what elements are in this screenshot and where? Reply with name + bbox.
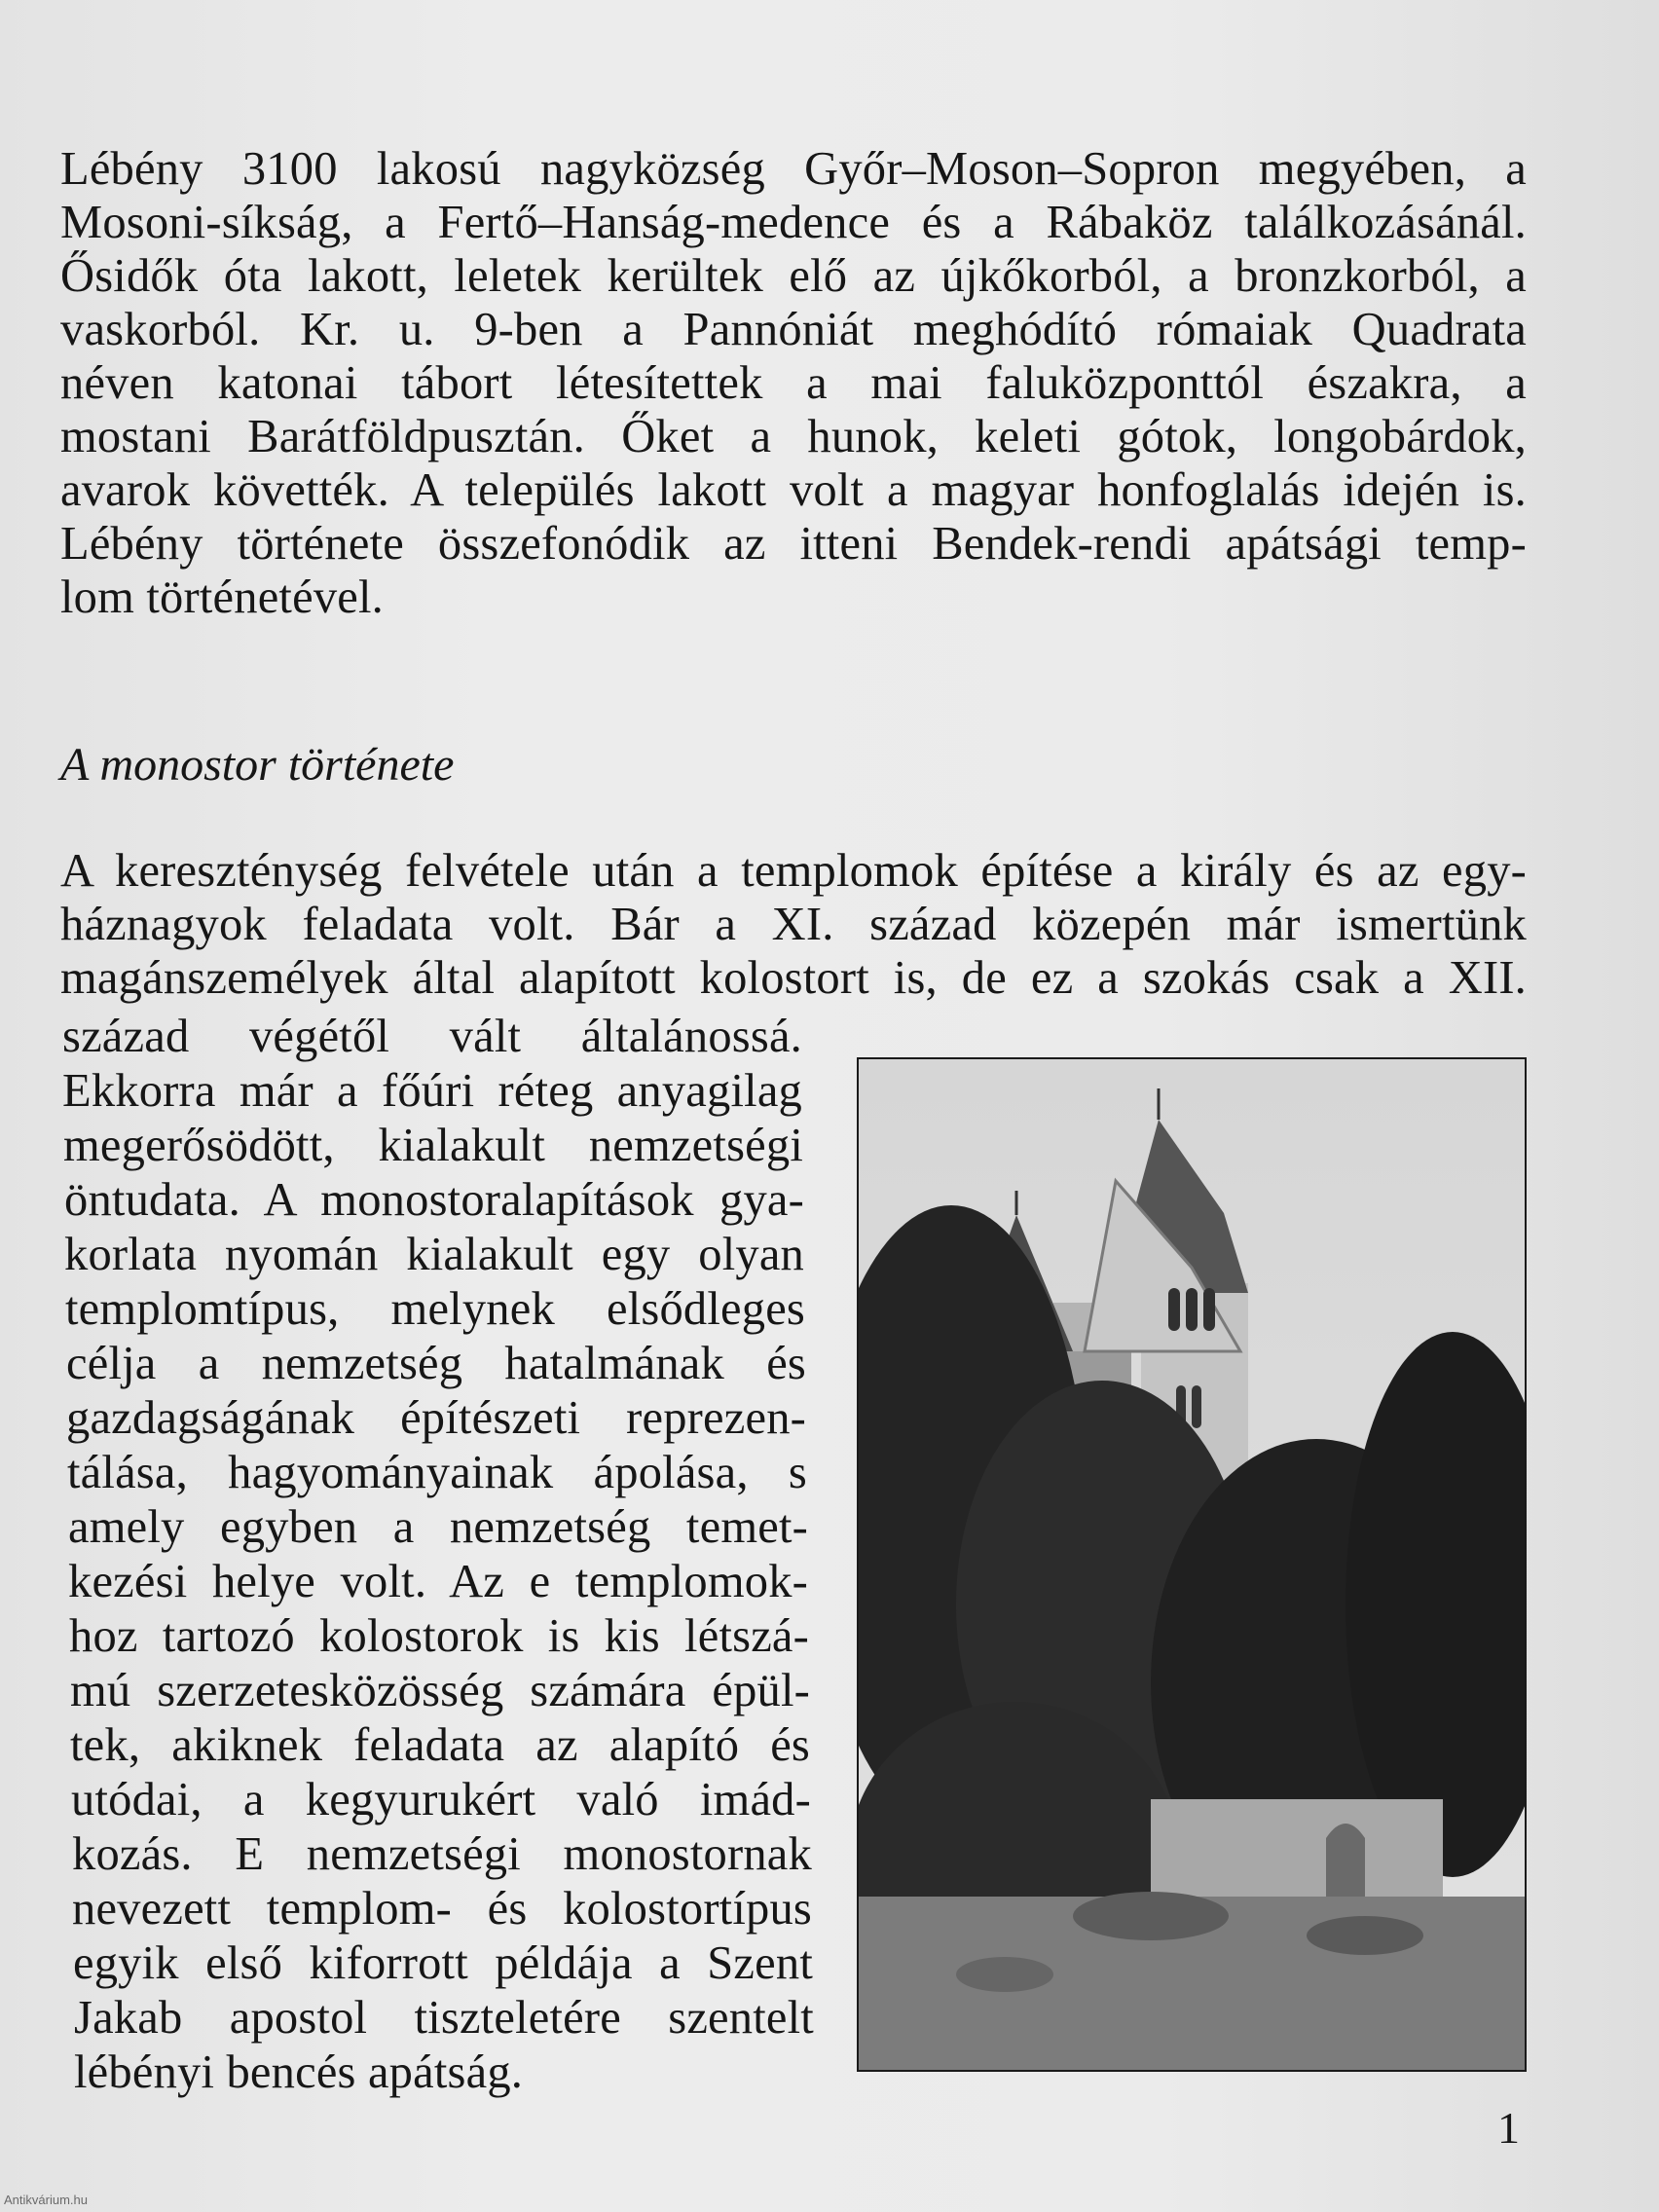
abbey-church-photo <box>857 1057 1527 2072</box>
shrub <box>1073 1892 1229 1940</box>
section-line: tek, akiknek feladata az alapító és <box>70 1719 810 1771</box>
section-line: A kereszténység felvétele után a templomok építése a király és az egy- <box>60 845 1527 897</box>
side-building <box>1151 1799 1443 1906</box>
section-line: mú szerzetesközösség számára épül- <box>70 1665 810 1716</box>
doorway <box>1326 1824 1365 1906</box>
section-line: háznagyok feladata volt. Bár a XI. század közepén már ismertünk <box>60 899 1527 950</box>
tower-window <box>1192 1385 1201 1428</box>
intro-line: vaskorból. Kr. u. 9-ben a Pannóniát meghódító rómaiak Quadrata <box>60 304 1527 355</box>
intro-line: Lébény története összefonódik az itteni Bendek-rendi apátsági temp- <box>60 518 1527 570</box>
watermark: Antikvárium.hu <box>4 2193 88 2207</box>
intro-line: néven katonai tábort létesítettek a mai faluközponttól északra, a <box>60 357 1527 409</box>
section-line: öntudata. A monostoralapítások gya- <box>64 1174 804 1226</box>
section-line: tálása, hagyományainak ápolása, s <box>67 1447 807 1498</box>
section-line: lébényi bencés apátság. <box>74 2046 524 2098</box>
intro-line: Lébény 3100 lakosú nagyközség Győr–Moson–Sopron megyében, a <box>60 143 1527 195</box>
page-number: 1 <box>1497 2103 1520 2153</box>
section-line: megerősödött, kialakult nemzetségi <box>63 1120 803 1171</box>
section-line: század végétől vált általánossá. <box>62 1011 802 1062</box>
section-line: egyik első kiforrott példája a Szent <box>73 1937 813 1989</box>
intro-line: Mosoni-síkság, a Fertő–Hanság-medence és a Rábaköz találkozásánál. <box>60 197 1527 248</box>
church-illustration <box>859 1059 1525 2070</box>
shrub <box>956 1957 1053 1992</box>
intro-line: Ősidők óta lakott, leletek kerültek elő az újkőkorból, a bronzkorból, a <box>60 250 1527 302</box>
section-line: hoz tartozó kolostorok is kis létszá- <box>69 1610 809 1662</box>
section-line: nevezett templom- és kolostortípus <box>72 1883 812 1935</box>
intro-line: avarok követték. A település lakott volt a magyar honfoglalás idején is. <box>60 464 1527 516</box>
shrub <box>1307 1916 1423 1955</box>
intro-line: mostani Barátföldpusztán. Őket a hunok, keleti gótok, longobárdok, <box>60 411 1527 462</box>
section-line: Ekkorra már a főúri réteg anyagilag <box>62 1065 802 1117</box>
intro-line: lom történetével. <box>60 571 385 623</box>
section-line: utódai, a kegyurukért való imád- <box>71 1774 811 1825</box>
section-heading: A monostor története <box>60 739 455 791</box>
section-line: gazdagságának építészeti reprezen- <box>66 1392 806 1444</box>
section-line: kezési helye volt. Az e templomok- <box>68 1556 808 1607</box>
section-line: korlata nyomán kialakult egy olyan <box>64 1229 804 1280</box>
tower-window <box>1168 1288 1180 1331</box>
section-line: kozás. E nemzetségi monostornak <box>72 1828 812 1880</box>
section-line: Jakab apostol tiszteletére szentelt <box>74 1992 814 2044</box>
tower-window <box>1186 1288 1198 1331</box>
section-line: célja a nemzetség hatalmának és <box>66 1338 806 1389</box>
section-line: templomtípus, melynek elsődleges <box>65 1283 805 1335</box>
section-line: amely egyben a nemzetség temet- <box>68 1501 808 1553</box>
section-line: magánszemélyek által alapított kolostort is, de ez a szokás csak a XII. <box>60 952 1527 1004</box>
tower-window <box>1203 1288 1215 1331</box>
